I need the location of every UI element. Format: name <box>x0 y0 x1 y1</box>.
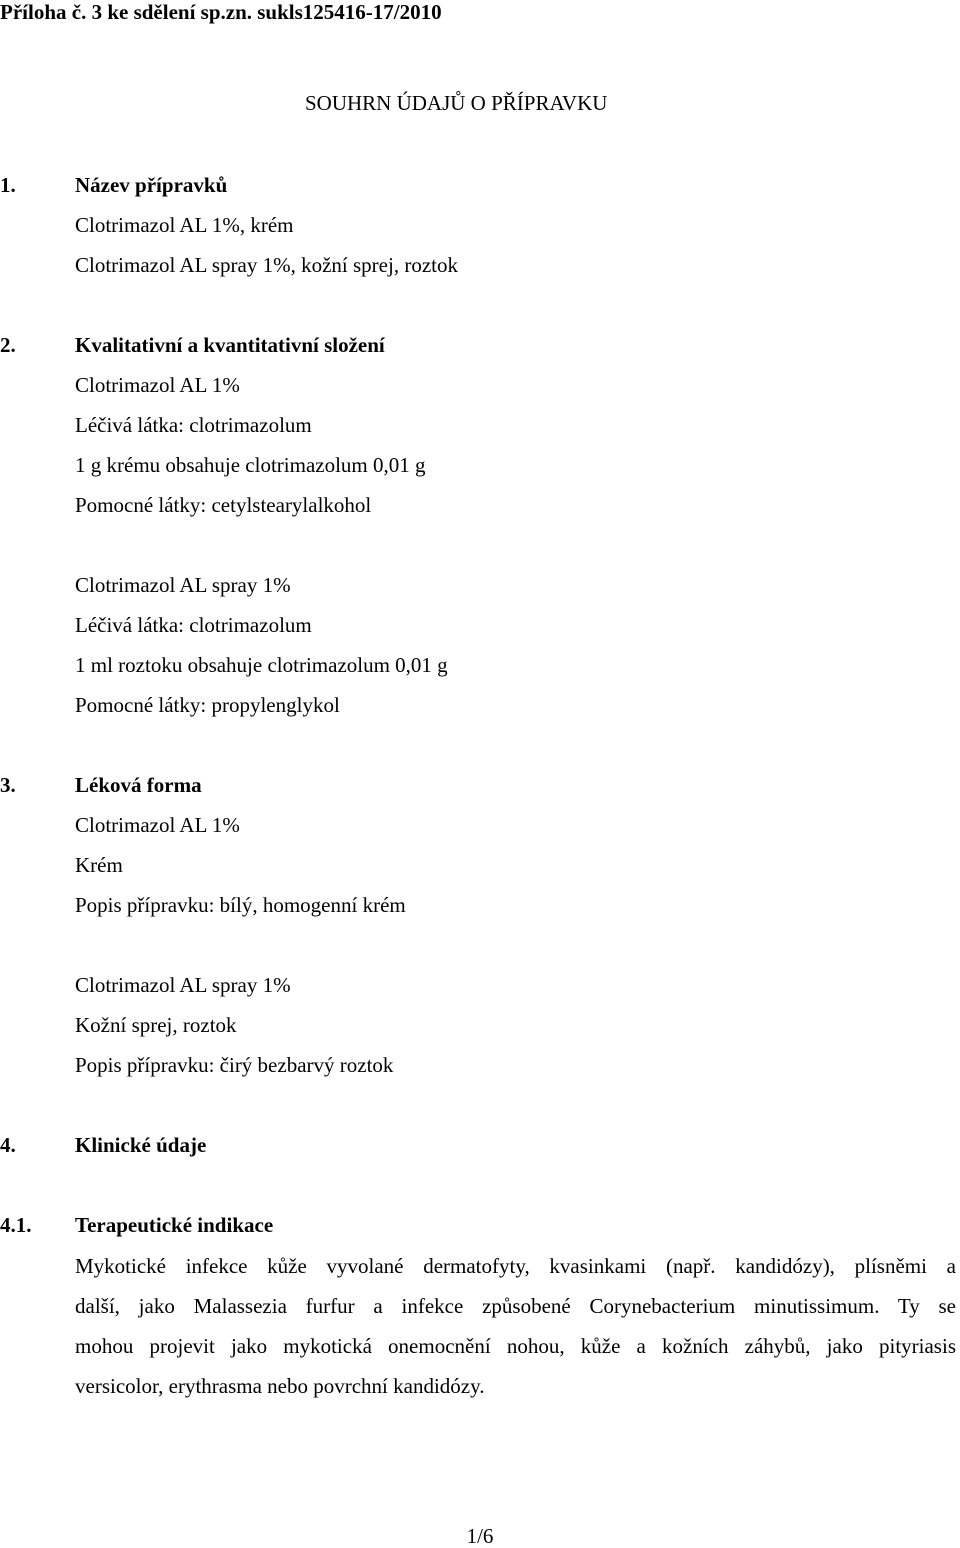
section-4-1-title: Terapeutické indikace <box>75 1213 274 1237</box>
form-spray-name: Clotrimazol AL spray 1% <box>75 973 291 997</box>
section-1-title: Název přípravků <box>75 173 228 197</box>
product-name-cream: Clotrimazol AL 1%, krém <box>75 213 294 237</box>
section-2-title: Kvalitativní a kvantitativní složení <box>75 333 385 357</box>
form-cream-description: Popis přípravku: bílý, homogenní krém <box>75 893 406 917</box>
composition-spray-excipients: Pomocné látky: propylenglykol <box>75 693 340 717</box>
section-3-title: Léková forma <box>75 773 202 797</box>
composition-spray-active: Léčivá látka: clotrimazolum <box>75 613 312 637</box>
document-title: SOUHRN ÚDAJŮ O PŘÍPRAVKU <box>305 91 608 115</box>
section-2-number: 2. <box>0 333 16 357</box>
section-3-number: 3. <box>0 773 16 797</box>
composition-spray-amount: 1 ml roztoku obsahuje clotrimazolum 0,01 g <box>75 653 448 677</box>
section-4-title: Klinické údaje <box>75 1133 207 1157</box>
document-reference: Příloha č. 3 ke sdělení sp.zn. sukls125416-17/2010 <box>0 0 442 24</box>
form-spray-type: Kožní sprej, roztok <box>75 1013 237 1037</box>
indications-paragraph <box>75 1246 956 1406</box>
indications-line: mohou projevit jako mykotická onemocnění nohou, kůže a kožních záhybů, jako pityriasis <box>75 1334 956 1358</box>
page-number: 1/6 <box>466 1524 494 1548</box>
section-4-1-number: 4.1. <box>0 1213 32 1237</box>
composition-cream-amount: 1 g krému obsahuje clotrimazolum 0,01 g <box>75 453 426 477</box>
product-name-spray: Clotrimazol AL spray 1%, kožní sprej, roztok <box>75 253 458 277</box>
indications-line: další, jako Malassezia furfur a infekce způsobené Corynebacterium minutissimum. Ty se <box>75 1294 956 1318</box>
indications-line: Mykotické infekce kůže vyvolané dermatofyty, kvasinkami (např. kandidózy), plísněmi a <box>75 1254 956 1278</box>
indications-line: versicolor, erythrasma nebo povrchní kandidózy. <box>75 1374 485 1398</box>
composition-spray-name: Clotrimazol AL spray 1% <box>75 573 291 597</box>
section-4-number: 4. <box>0 1133 16 1157</box>
composition-cream-name: Clotrimazol AL 1% <box>75 373 240 397</box>
form-cream-name: Clotrimazol AL 1% <box>75 813 240 837</box>
form-spray-description: Popis přípravku: čirý bezbarvý roztok <box>75 1053 394 1077</box>
form-cream-type: Krém <box>75 853 123 877</box>
composition-cream-excipients: Pomocné látky: cetylstearylalkohol <box>75 493 372 517</box>
composition-cream-active: Léčivá látka: clotrimazolum <box>75 413 312 437</box>
section-1-number: 1. <box>0 173 16 197</box>
